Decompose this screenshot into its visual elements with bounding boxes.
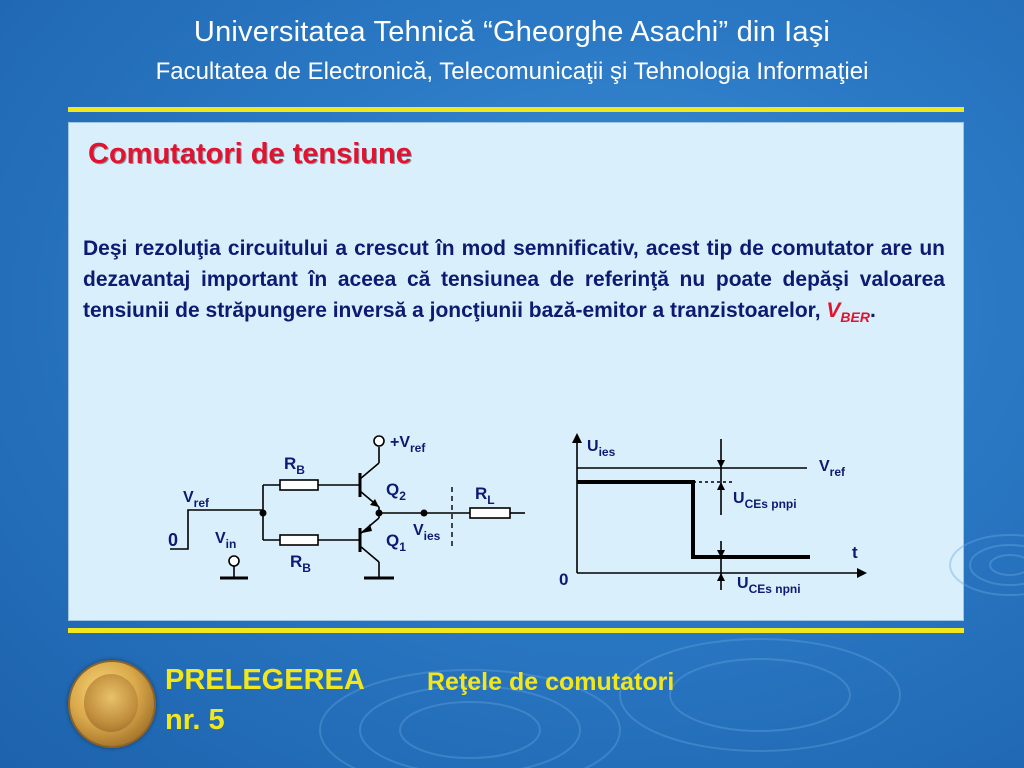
vin-terminal — [229, 556, 239, 566]
output-waveform — [577, 482, 810, 557]
q2-label: $Q_2$ — [386, 480, 406, 503]
vref-input-label: $V_{ref}$ — [183, 489, 210, 510]
uces-pnp-label: $U_{CEs pnpi}$ — [733, 490, 797, 511]
university-name: Universitatea Tehnică “Gheorghe Asachi” din Iaşi — [193, 16, 831, 48]
rb-bottom-resistor — [280, 535, 318, 545]
vber-main: V — [826, 299, 841, 322]
top-divider — [68, 107, 964, 112]
body-paragraph — [83, 233, 945, 333]
lecture-number: nr. 5 — [165, 704, 225, 736]
paragraph-text: Deşi rezoluţia circuitului a crescut în mod semnificativ, acest tip de comutator are un dezavantaj important în aceea că tensiunea de referinţă nu poate depăşi valoarea tensiunii de străpungere inversă a joncţiunii bază-emitor a tranzistoarelor, — [83, 237, 945, 322]
paragraph-end: . — [869, 299, 876, 322]
side-ripple-decoration — [940, 520, 1024, 610]
zero-input-label: 0 — [168, 530, 179, 550]
vin-label: $V_{in}$ — [215, 530, 237, 551]
rb-top-resistor — [280, 480, 318, 490]
rl-label: $R_L$ — [475, 484, 495, 507]
vber-symbol — [826, 299, 870, 326]
y-axis-label: $U_{ies}$ — [587, 438, 616, 459]
switch-circuit-diagram — [150, 425, 540, 595]
time-axis-label: t — [852, 543, 858, 562]
lecture-label: PRELEGEREA — [165, 664, 365, 696]
rb-bottom-label: $R_B$ — [290, 552, 311, 575]
faculty-name: Facultatea de Electronică, Telecomunicaţii şi Tehnologia Informaţiei — [155, 58, 869, 85]
university-medal-logo — [68, 660, 156, 748]
uces-npn-label: $U_{CEs npni}$ — [737, 575, 801, 596]
vref-terminal — [374, 436, 384, 446]
origin-label: 0 — [559, 570, 569, 589]
course-title: Reţele de comutatori — [427, 668, 675, 696]
medal-portrait — [84, 674, 138, 732]
bottom-divider — [68, 628, 964, 633]
slide-title: Comutatori de tensiune — [88, 138, 412, 170]
q1-label: $Q_1$ — [386, 531, 406, 554]
output-voltage-graph — [545, 425, 875, 605]
rb-top-label: $R_B$ — [284, 454, 305, 477]
rl-resistor — [470, 508, 510, 518]
vref-top-label: $+V_{ref}$ — [390, 434, 426, 455]
vies-label: $V_{ies}$ — [413, 522, 441, 543]
vber-sub: BER — [840, 309, 870, 326]
vref-graph-label: $V_{ref}$ — [819, 458, 846, 479]
